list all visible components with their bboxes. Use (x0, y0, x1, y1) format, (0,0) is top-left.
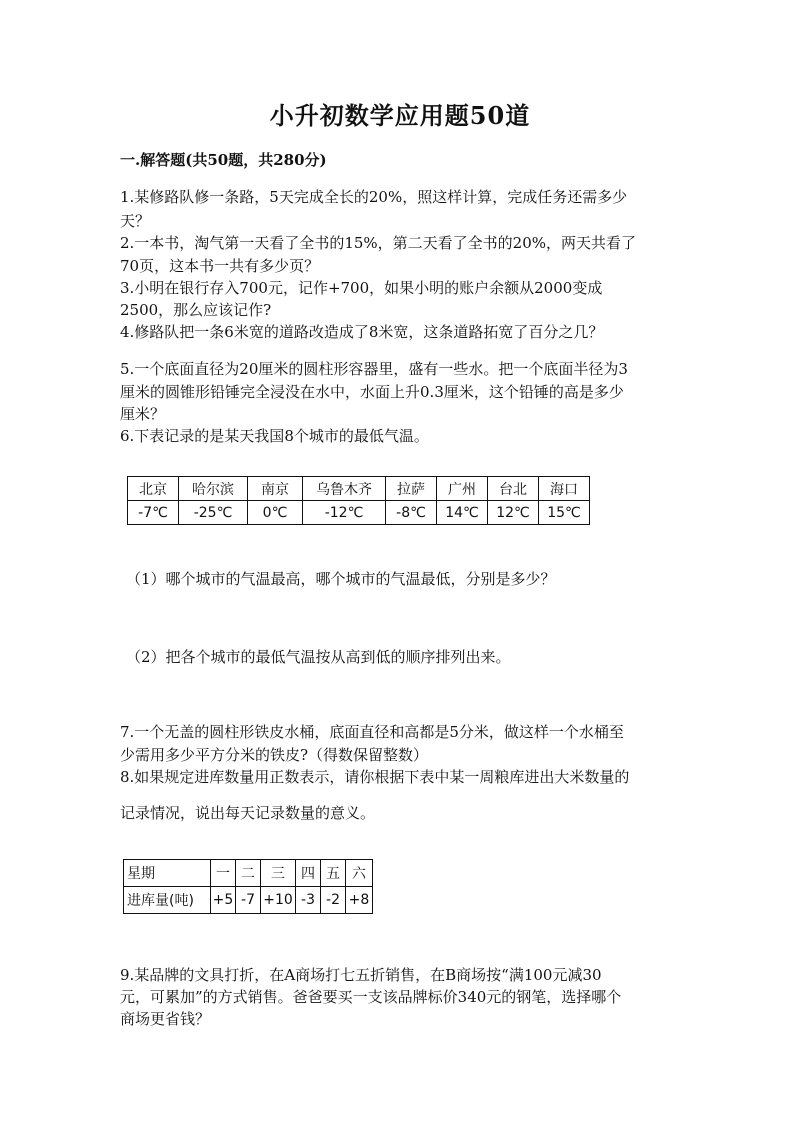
data-cell: +5 (211, 887, 236, 914)
header-cell: 一 (211, 860, 236, 887)
city-cell: 哈尔滨 (179, 477, 248, 501)
city-cell: 南京 (248, 477, 303, 501)
temp-cell: -7℃ (128, 501, 179, 525)
temp-cell: 12℃ (488, 501, 539, 525)
table-row (124, 860, 373, 887)
grain-table (123, 859, 373, 914)
temp-cell: -8℃ (386, 501, 437, 525)
problem-7-line-1: 7.一个无盖的圆柱形铁皮水桶，底面直径和高都是5分米，做这样一个水桶至 (120, 723, 624, 741)
problem-5-line-3: 厘米？ (120, 405, 166, 423)
city-cell: 乌鲁木齐 (303, 477, 386, 501)
problem-9-line-1: 9.某品牌的文具打折，在A商场打七五折销售，在B商场按“满100元减30 (120, 966, 602, 984)
page-title: 小升初数学应用题50道 (269, 101, 531, 130)
problem-4: 4.修路队把一条6米宽的道路改造成了8米宽，这条道路拓宽了百分之几？ (120, 323, 604, 341)
problem-8-line-1: 8.如果规定进库数量用正数表示，请你根据下表中某一周粮库进出大米数量的 (120, 768, 630, 786)
temp-cell: -12℃ (303, 501, 386, 525)
data-cell: -7 (236, 887, 261, 914)
problem-6-part-1: （1）哪个城市的气温最高，哪个城市的气温最低，分别是多少？ (126, 570, 556, 588)
problem-3-line-2: 2500，那么应该记作? (120, 301, 272, 319)
city-cell: 北京 (128, 477, 179, 501)
data-cell: +8 (346, 887, 373, 914)
problem-9-line-3: 商场更省钱？ (120, 1010, 211, 1028)
city-cell: 广州 (437, 477, 488, 501)
table-row (128, 501, 590, 525)
temp-cell: 15℃ (539, 501, 590, 525)
data-cell: 进库量(吨) (124, 887, 211, 914)
problem-3-line-1: 3.小明在银行存入700元，记作+700，如果小明的账户余额从2000变成 (120, 279, 603, 297)
data-cell: +10 (261, 887, 296, 914)
problem-2-line-2: 70页，这本书一共有多少页？ (120, 257, 320, 275)
problem-6: 6.下表记录的是某天我国8个城市的最低气温。 (120, 427, 429, 445)
city-cell: 台北 (488, 477, 539, 501)
problem-1-line-2: 天？ (120, 212, 151, 230)
data-cell: -2 (321, 887, 346, 914)
header-cell: 五 (321, 860, 346, 887)
header-cell: 三 (261, 860, 296, 887)
problem-2-line-1: 2.一本书，淘气第一天看了全书的15%，第二天看了全书的20%，两天共看了 (120, 234, 636, 252)
data-cell: -3 (296, 887, 321, 914)
problem-8-line-2: 记录情况，说出每天记录数量的意义。 (120, 804, 376, 822)
temp-cell: -25℃ (179, 501, 248, 525)
header-cell: 星期 (124, 860, 211, 887)
problem-5-line-2: 厘米的圆锥形铅锤完全浸没在水中，水面上升0.3厘米，这个铅锤的高是多少 (120, 383, 624, 401)
problem-5-line-1: 5.一个底面直径为20厘米的圆柱形容器里，盛有一些水。把一个底面半径为3 (120, 360, 628, 378)
problem-9-line-2: 元，可累加”的方式销售。爸爸要买一支该品牌标价340元的钢笔，选择哪个 (120, 988, 622, 1006)
header-cell: 六 (346, 860, 373, 887)
temp-cell: 14℃ (437, 501, 488, 525)
table-row (124, 887, 373, 914)
table-row (128, 477, 590, 501)
temperature-table (127, 476, 590, 525)
problem-6-part-2: （2）把各个城市的最低气温按从高到低的顺序排列出来。 (126, 648, 511, 666)
header-cell: 二 (236, 860, 261, 887)
header-cell: 四 (296, 860, 321, 887)
temp-cell: 0℃ (248, 501, 303, 525)
city-cell: 拉萨 (386, 477, 437, 501)
city-cell: 海口 (539, 477, 590, 501)
problem-7-line-2: 少需用多少平方分米的铁皮?（得数保留整数） (120, 746, 429, 764)
section-heading: 一.解答题(共50题，共280分) (120, 151, 327, 169)
problem-1-line-1: 1.某修路队修一条路，5天完成全长的20%，照这样计算，完成任务还需多少 (120, 188, 628, 206)
